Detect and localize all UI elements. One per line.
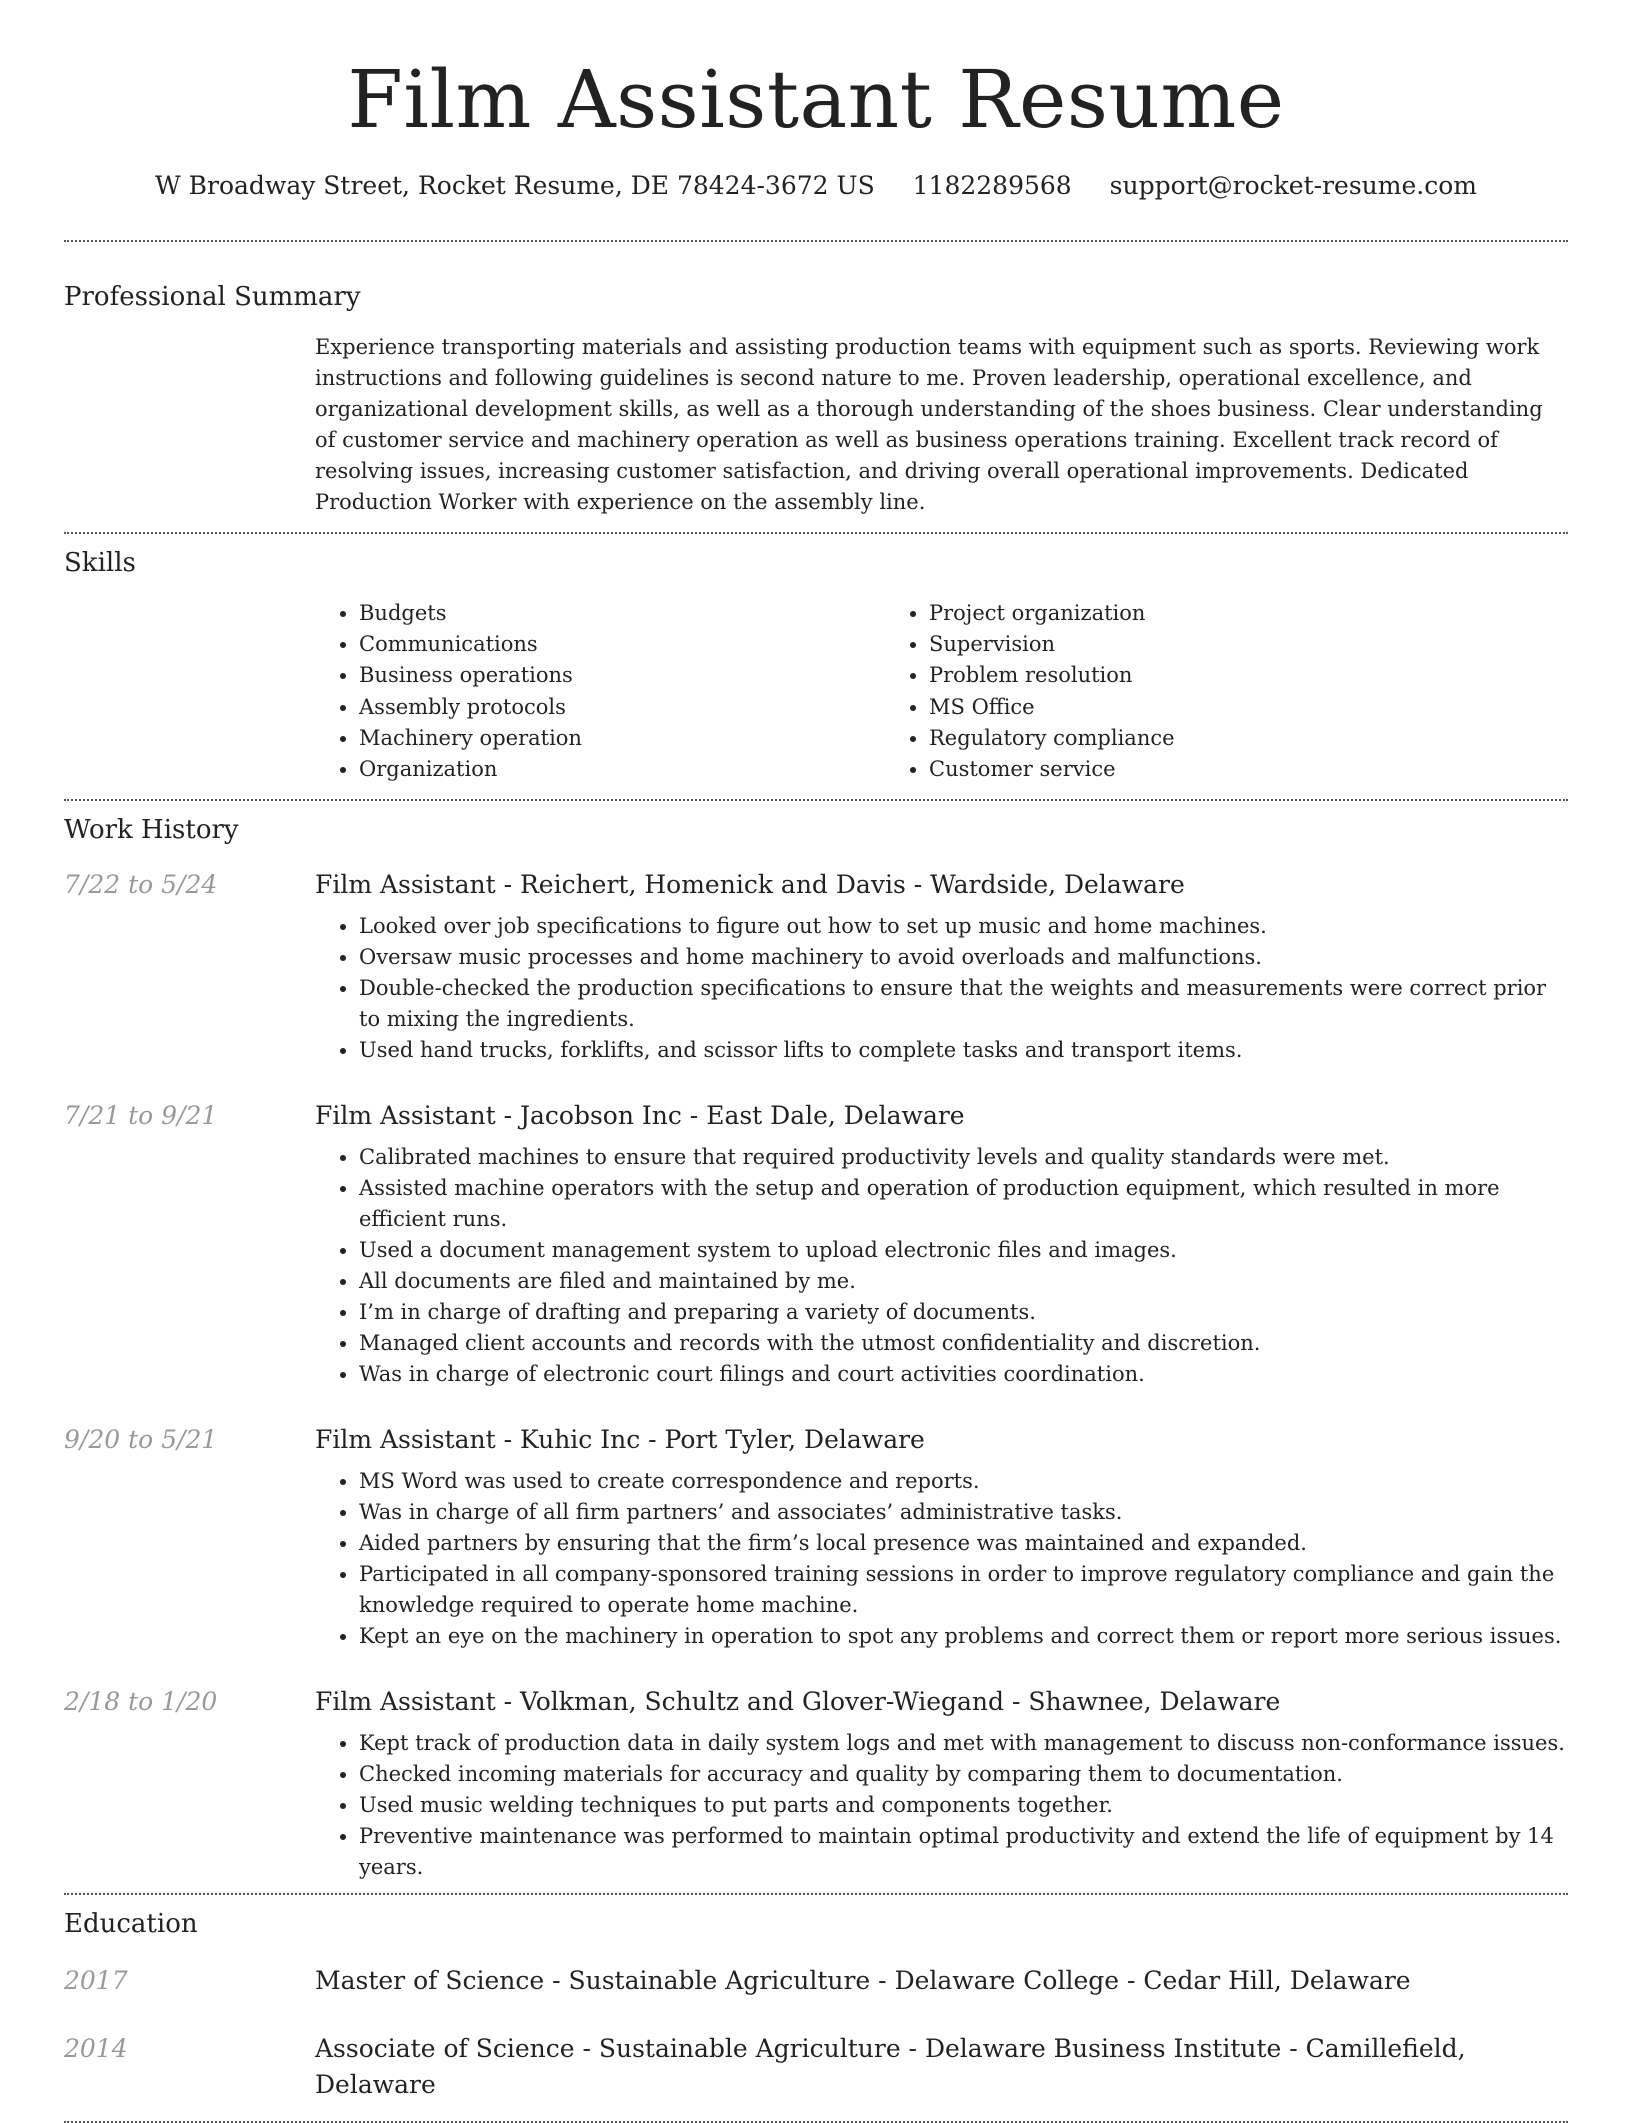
skill-item: • Communications: [359, 629, 886, 660]
job-entry: [64, 1684, 1568, 1883]
skill-item: • Business operations: [359, 660, 886, 691]
job-bullet: • Managed client accounts and records with the utmost confidentiality and discretion.: [359, 1328, 1568, 1359]
job-bullet: • Aided partners by ensuring that the firm’s local presence was maintained and expanded.: [359, 1528, 1568, 1559]
job-bullet: • I’m in charge of drafting and preparing a variety of documents.: [359, 1297, 1568, 1328]
education-heading: Associate of Science - Sustainable Agriculture - Delaware Business Institute - Camillefield, Delaware: [315, 2034, 1466, 2100]
job-bullet: • Double-checked the production specifications to ensure that the weights and measurements were correct prior to mixing the ingredients.: [359, 973, 1568, 1035]
job-entry: [64, 867, 1568, 1066]
job-content: [315, 1422, 1568, 1652]
skills-section: [64, 546, 1568, 785]
skill-item: • Supervision: [929, 629, 1457, 660]
contact-email: support@rocket-resume.com: [1109, 171, 1477, 200]
skill-item: • Regulatory compliance: [929, 723, 1457, 754]
skills-list-right: [886, 598, 1457, 785]
job-date: 2/18 to 1/20: [64, 1687, 218, 1717]
job-bullet: • Checked incoming materials for accuracy and quality by comparing them to documentation.: [359, 1759, 1568, 1790]
job-heading: Film Assistant - Jacobson Inc - East Dale, Delaware: [315, 1101, 965, 1131]
job-date: 7/21 to 9/21: [64, 1101, 218, 1131]
education-entry: [64, 2031, 1568, 2103]
skills-columns: [315, 598, 1568, 785]
summary-section: [64, 280, 1568, 518]
job-bullet: • Kept track of production data in daily system logs and met with management to discuss non-conformance issues.: [359, 1728, 1568, 1759]
education-content: [315, 2031, 1568, 2103]
job-bullet: • Assisted machine operators with the setup and operation of production equipment, which resulted in more efficient runs.: [359, 1173, 1568, 1235]
skill-item: • Assembly protocols: [359, 692, 886, 723]
job-bullets: [315, 1466, 1568, 1652]
job-heading: Film Assistant - Reichert, Homenick and Davis - Wardside, Delaware: [315, 870, 1185, 900]
job-heading: Film Assistant - Volkman, Schultz and Glover-Wiegand - Shawnee, Delaware: [315, 1687, 1281, 1717]
job-bullets: [315, 1728, 1568, 1883]
education-date: 2017: [64, 1966, 128, 1996]
divider-header: [64, 240, 1568, 242]
resume-page: [64, 0, 1568, 2123]
skill-item: • Customer service: [929, 754, 1457, 785]
skill-item: • Machinery operation: [359, 723, 886, 754]
job-bullet: • Used hand trucks, forklifts, and scissor lifts to complete tasks and transport items.: [359, 1035, 1568, 1066]
job-bullet: • Used music welding techniques to put parts and components together.: [359, 1790, 1568, 1821]
contact-line: [64, 168, 1568, 204]
divider-skills: [64, 799, 1568, 801]
skill-item: • Organization: [359, 754, 886, 785]
education-content: [315, 1963, 1568, 1999]
education-date: 2014: [64, 2034, 128, 2064]
job-bullet: • Used a document management system to upload electronic files and images.: [359, 1235, 1568, 1266]
job-bullet: • Was in charge of all firm partners’ and associates’ administrative tasks.: [359, 1497, 1568, 1528]
job-content: [315, 1098, 1568, 1390]
divider-summary: [64, 532, 1568, 534]
job-entry: [64, 1098, 1568, 1390]
job-date: 9/20 to 5/21: [64, 1425, 218, 1455]
job-bullet: • Preventive maintenance was performed to maintain optimal productivity and extend the life of equipment by 14 years.: [359, 1821, 1568, 1883]
job-entry: [64, 1422, 1568, 1652]
work-title: Work History: [64, 815, 239, 846]
job-bullet: • All documents are filed and maintained by me.: [359, 1266, 1568, 1297]
education-entry: [64, 1963, 1568, 1999]
education-heading: Master of Science - Sustainable Agriculture - Delaware College - Cedar Hill, Delaware: [315, 1966, 1411, 1996]
skills-title: Skills: [64, 548, 136, 578]
job-date: 7/22 to 5/24: [64, 870, 218, 900]
job-bullet: • MS Word was used to create correspondence and reports.: [359, 1466, 1568, 1497]
job-heading: Film Assistant - Kuhic Inc - Port Tyler, Delaware: [315, 1425, 925, 1455]
summary-text: Experience transporting materials and assisting production teams with equipment such as sports. Reviewing work instructions and following guidelines is second nature to me. Proven leadership, operational excellence, and organizational development skills, as well as a thorough understanding of the shoes business. Clear understanding of customer service and machinery operation as well as business operations training. Excellent track record of resolving issues, increasing customer satisfaction, and driving overall operational improvements. Dedicated Production Worker with experience on the assembly line.: [315, 335, 1543, 514]
education-section: [64, 1907, 1568, 2103]
job-bullet: • Calibrated machines to ensure that required productivity levels and quality standards were met.: [359, 1142, 1568, 1173]
job-bullet: • Looked over job specifications to figure out how to set up music and home machines.: [359, 911, 1568, 942]
skill-item: • Problem resolution: [929, 660, 1457, 691]
job-bullet: • Oversaw music processes and home machinery to avoid overloads and malfunctions.: [359, 942, 1568, 973]
contact-address: W Broadway Street, Rocket Resume, DE 78424-3672 US: [155, 171, 875, 200]
job-content: [315, 867, 1568, 1066]
work-section: [64, 813, 1568, 1883]
contact-phone: 1182289568: [912, 171, 1072, 200]
job-bullet: • Kept an eye on the machinery in operation to spot any problems and correct them or report more serious issues.: [359, 1621, 1568, 1652]
skill-item: • Budgets: [359, 598, 886, 629]
job-bullets: [315, 1142, 1568, 1390]
divider-work: [64, 1893, 1568, 1895]
skill-item: • MS Office: [929, 692, 1457, 723]
job-bullets: [315, 911, 1568, 1066]
summary-title: Professional Summary: [64, 282, 361, 312]
resume-title: Film Assistant Resume: [347, 53, 1285, 146]
job-content: [315, 1684, 1568, 1883]
job-bullet: • Participated in all company-sponsored training sessions in order to improve regulatory compliance and gain the knowledge required to operate home machine.: [359, 1559, 1568, 1621]
education-title: Education: [64, 1909, 198, 1940]
job-bullet: • Was in charge of electronic court filings and court activities coordination.: [359, 1359, 1568, 1390]
skills-list-left: [315, 598, 886, 785]
skill-item: • Project organization: [929, 598, 1457, 629]
